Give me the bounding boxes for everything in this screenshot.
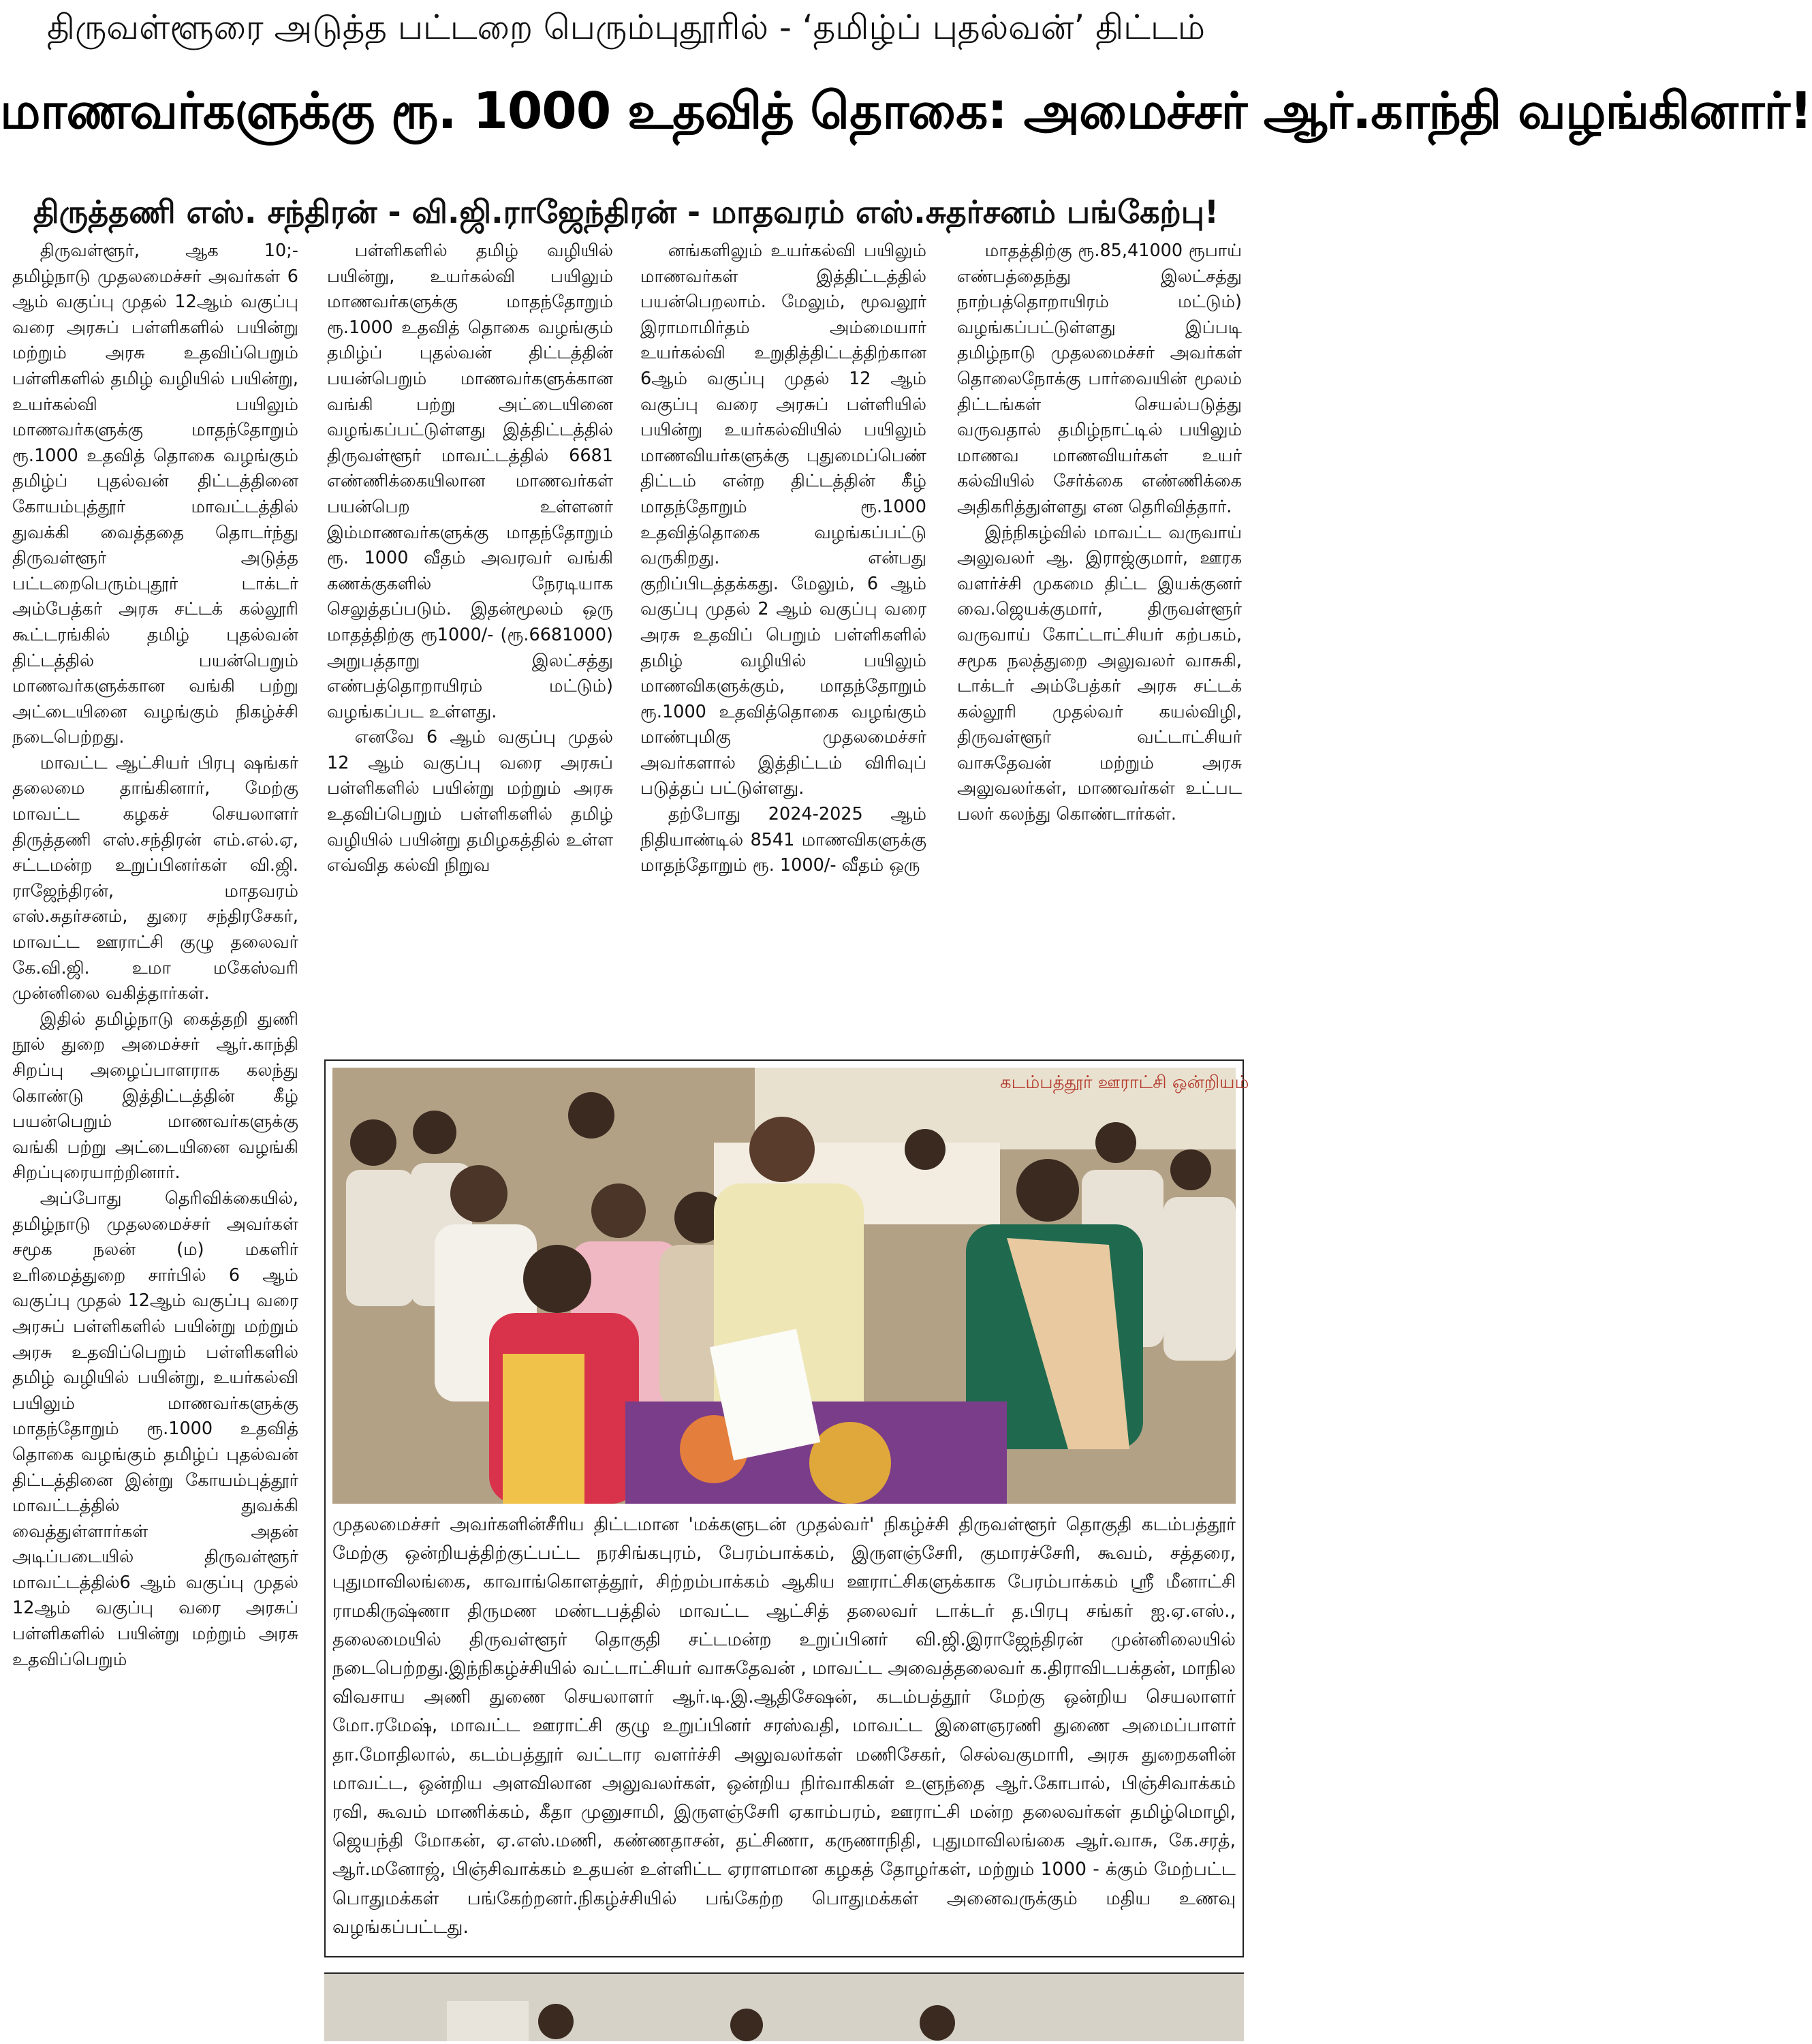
- article-column-2: [327, 238, 613, 879]
- paragraph: னங்களிலும் உயர்கல்வி பயிலும் மாணவர்கள் இத்திட்டத்தில் பயன்பெறலாம். மேலும், மூவலூர் இராமாமிர்தம் அம்மையார் உயர்கல்வி உறுதித்திட்டத்திற்கான 6ஆம் வகுப்பு முதல் 12 ஆம் வகுப்பு வரை அரசுப் பள்ளியில் பயின்று உயர்கல்வியில் பயிலும் மாணவியர்களுக்கு புதுமைப்பெண் திட்டம் என்ற திட்டத்தின் கீழ் மாதந்தோறும் ரூ.1000 உதவித்தொகை வழங்கப்பட்டு வருகிறது. என்பது குறிப்பிடத்தக்கது. மேலும், 6 ஆம் வகுப்பு முதல் 2 ஆம் வகுப்பு வரை அரசு உதவிப் பெறும் பள்ளிகளில் தமிழ் வழியில் பயிலும் மாணவிகளுக்கும், மாதந்தோறும் ரூ.1000 உதவித்தொகை வழங்கும் மாண்புமிகு முதலமைச்சர் அவர்களால் இத்திட்டம் விரிவுப் படுத்தப் பட்டுள்ளது.: [640, 241, 926, 799]
- event-photo-illustration: [332, 1068, 1249, 1504]
- article-column-1: [12, 238, 298, 1673]
- photo-with-caption: [324, 1059, 1249, 1957]
- paragraph: மாதத்திற்கு ரூ.85,41000 ரூபாய் எண்பத்தைந்து இலட்சத்து நாற்பத்தொறாயிரம் மட்டும்) வழங்கப்பட்டுள்ளது இப்படி தமிழ்நாடு முதலமைச்சர் அவர்கள் தொலைநோக்கு பார்வையின் மூலம் திட்டங்கள் செயல்படுத்து வருவதால் தமிழ்நாட்டில் பயிலும் மாணவ மாணவியர்கள் உயர் கல்வியில் சேர்க்கை எண்ணிக்கை அதிகரித்துள்ளது என தெரிவித்தார்.: [957, 241, 1242, 517]
- event-photo: [332, 1068, 1249, 1504]
- paragraph: இந்நிகழ்வில் மாவட்ட வருவாய் அலுவலர் ஆ. இராஜ்குமார், ஊரக வளர்ச்சி முகமை திட்ட இயக்குனர் வை.ஜெயக்குமார், திருவள்ளூர் வருவாய் கோட்டாட்சியர் கற்பகம், சமூக நலத்துறை அலுவலர் வாசுகி, டாக்டர் அம்பேத்கர் அரசு சட்டக் கல்லூரி முதல்வர் கயல்விழி, திருவள்ளூர் வட்டாட்சியர் வாசுதேவன் மற்றும் அரசு அலுவலர்கள், மாணவர்கள் உட்பட பலர் கலந்து கொண்டார்கள்.: [957, 522, 1242, 825]
- paragraph: எனவே 6 ஆம் வகுப்பு முதல் 12 ஆம் வகுப்பு வரை அரசுப் பள்ளிகளில் பயின்று மற்றும் அரசு உதவிப்பெறும் பள்ளிகளில் தமிழ் வழியில் பயின்று தமிழகத்தில் உள்ள எவ்வித கல்வி நிறுவ: [327, 727, 613, 876]
- paragraph: தற்போது 2024-2025 ஆம் நிதியாண்டில் 8541 மாணவிகளுக்கு மாதந்தோறும் ரூ. 1000/- வீதம் ஒரு: [640, 804, 926, 876]
- paragraph: பள்ளிகளில் தமிழ் வழியில் பயின்று, உயர்கல்வி பயிலும் மாணவர்களுக்கு மாதந்தோறும் ரூ.1000 உதவித் தொகை வழங்கும் தமிழ்ப் புதல்வன் திட்டத்தின் பயன்பெறும் மாணவர்களுக்கான வங்கி பற்று அட்டையினை வழங்கப்பட்டுள்ளது இத்திட்டத்தில் திருவள்ளூர் மாவட்டத்தில் 6681 எண்ணிக்கையிலான மாணவர்கள் பயன்பெற உள்ளனர் இம்மாணவர்களுக்கு மாதந்தோறும் ரூ. 1000 வீதம் அவரவர் வங்கி கணக்குகளில் நேரடியாக செலுத்தப்படும். இதன்மூலம் ஒரு மாதத்திற்கு ரூ1000/- (ரூ.6681000) அறுபத்தாறு இலட்சத்து எண்பத்தொறாயிரம் மட்டும்) வழங்கப்பட உள்ளது.: [327, 241, 613, 722]
- paragraph: மாவட்ட ஆட்சியர் பிரபு ஷங்கர் தலைமை தாங்கினார், மேற்கு மாவட்ட கழகச் செயலாளர் திருத்தணி எஸ்.சந்திரன் எம்.எல்.ஏ, சட்டமன்ற உறுப்பினர்கள் வி.ஜி. ராஜேந்திரன், மாதவரம் எஸ்.சுதர்சனம், துரை சந்திரசேகர், மாவட்ட ஊராட்சி குழு தலைவர் கே.வி.ஜி. உமா மகேஸ்வரி முன்னிலை வகித்தார்கள்.: [12, 752, 298, 1004]
- subheadline: திருத்தணி எஸ். சந்திரன் - வி.ஜி.ராஜேந்திரன் - மாதவரம் எஸ்.சுதர்சனம் பங்கேற்பு!: [33, 193, 1219, 230]
- paragraph: இதில் தமிழ்நாடு கைத்தறி துணி நூல் துறை அமைச்சர் ஆர்.காந்தி சிறப்பு அழைப்பாளராக கலந்து கொண்டு இத்திட்டத்தின் கீழ் பயன்பெறும் மாணவர்களுக்கு வங்கி பற்று அட்டையினை வழங்கி சிறப்புரையாற்றினார்.: [12, 1008, 298, 1183]
- kicker-line: திருவள்ளூரை அடுத்த பட்டறை பெரும்புதூரில் - ‘தமிழ்ப் புதல்வன்’ திட்டம்: [47, 7, 1205, 47]
- headline: மாணவர்களுக்கு ரூ. 1000 உதவித் தொகை: அமைச்சர் ஆர்.காந்தி வழங்கினார்!: [0, 82, 1812, 140]
- photo-caption: முதலமைச்சர் அவர்களின்சீரிய திட்டமான 'மக்களுடன் முதல்வர்' நிகழ்ச்சி திருவள்ளூர் தொகுதி கடம்பத்தூர் மேற்கு ஒன்றியத்திற்குட்பட்ட நரசிங்கபுரம், பேரம்பாக்கம், இருளஞ்சேரி, குமாரச்சேரி, கூவம், சத்தரை, புதுமாவிலங்கை, காவாங்கொளத்தூர், சிற்றம்பாக்கம் ஆகிய ஊராட்சிகளுக்காக பேரம்பாக்கம் ஸ்ரீ மீனாட்சி ராமகிருஷ்ணா திருமண மண்டபத்தில் மாவட்ட ஆட்சித் தலைவர் டாக்டர் த.பிரபு சங்கர் ஐ.ஏ.எஸ்., தலைமையில் திருவள்ளூர் தொகுதி சட்டமன்ற உறுப்பினர் வி.ஜி.இராஜேந்திரன் முன்னிலையில் நடைபெற்றது.இந்நிகழ்ச்சியில் வட்டாட்சியர் வாசுதேவன் , மாவட்ட அவைத்தலைவர் க.திராவிடபக்தன், மாநில விவசாய அணி துணை செயலாளர் ஆர்.டி.இ.ஆதிசேஷன், கடம்பத்தூர் மேற்கு ஒன்றிய செயலாளர் மோ.ரமேஷ், மாவட்ட ஊராட்சி குழு உறுப்பினர் சரஸ்வதி, மாவட்ட இளைஞரணி துணை அமைப்பாளர் தா.மோதிலால், கடம்பத்தூர் வட்டார வளர்ச்சி அலுவலர்கள் மணிசேகர், செல்வகுமாரி, அரசு துறைகளின் மாவட்ட, ஒன்றிய அளவிலான அலுவலர்கள், ஒன்றிய நிர்வாகிகள் உளுந்தை ஆர்.கோபால், பிஞ்சிவாக்கம் ரவி, கூவம் மாணிக்கம், கீதா முனுசாமி, இருளஞ்சேரி ஏகாம்பரம், ஊராட்சி மன்ற தலைவர்கள் தமிழ்மொழி, ஜெயந்தி மோகன், ஏ.எஸ்.மணி, கண்ணதாசன், தட்சிணா, கருணாநிதி, புதுமாவிலங்கை ஆர்.வாசு, கே.சரத், ஆர்.மனோஜ், பிஞ்சிவாக்கம் உதயன் உள்ளிட்ட ஏராளமான கழகத் தோழர்கள், மற்றும் 1000 - க்கும் மேற்பட்ட பொதுமக்கள் பங்கேற்றனர்.நிகழ்ச்சியில் பங்கேற்ற பொதுமக்கள் அனைவருக்கும் மதிய உணவு வழங்கப்பட்டது.: [332, 1514, 1236, 1938]
- bottom-photo: [324, 1972, 1244, 2041]
- banner-text: கடம்பத்தூர் ஊராட்சி ஒன்றியம்: [1000, 1072, 1249, 1093]
- article-column-4: [957, 238, 1242, 828]
- paragraph: அப்போது தெரிவிக்கையில், தமிழ்நாடு முதலமைச்சர் அவர்கள் சமூக நலன் (ம) மகளிர் உரிமைத்துறை சார்பில் 6 ஆம் வகுப்பு முதல் 12ஆம் வகுப்பு வரை அரசுப் பள்ளிகளில் பயின்று மற்றும் அரசு உதவிப்பெறும் பள்ளிகளில் தமிழ் வழியில் பயின்று, உயர்கல்வி பயிலும் மாணவர்களுக்கு மாதந்தோறும் ரூ.1000 உதவித் தொகை வழங்கும் தமிழ்ப் புதல்வன் திட்டத்தினை இன்று கோயம்புத்தூர் மாவட்டத்தில் துவக்கி வைத்துள்ளார்கள் அதன் அடிப்படையில் திருவள்ளூர் மாவட்டத்தில்6 ஆம் வகுப்பு முதல் 12ஆம் வகுப்பு வரை அரசுப் பள்ளிகளில் பயின்று மற்றும் அரசு உதவிப்பெறும்: [12, 1188, 298, 1670]
- paragraph: திருவள்ளூர், ஆக 10;- தமிழ்நாடு முதலமைச்சர் அவர்கள் 6 ஆம் வகுப்பு முதல் 12ஆம் வகுப்பு வரை அரசுப் பள்ளிகளில் பயின்று மற்றும் அரசு உதவிப்பெறும் பள்ளிகளில் தமிழ் வழியில் பயின்று, உயர்கல்வி பயிலும் மாணவர்களுக்கு மாதந்தோறும் ரூ.1000 உதவித் தொகை வழங்கும் தமிழ்ப் புதல்வன் திட்டத்தினை கோயம்புத்தூர் மாவட்டத்தில் துவக்கி வைத்ததை தொடர்ந்து திருவள்ளூர் அடுத்த பட்டறைபெரும்புதூர் டாக்டர் அம்பேத்கர் அரசு சட்டக் கல்லூரி கூட்டரங்கில் தமிழ் புதல்வன் திட்டத்தில் பயன்பெறும் மாணவர்களுக்கான வங்கி பற்று அட்டையினை வழங்கும் நிகழ்ச்சி நடைபெற்றது.: [12, 241, 298, 748]
- article-column-3: [640, 238, 926, 879]
- bottom-photo-illustration: [324, 1974, 1244, 2041]
